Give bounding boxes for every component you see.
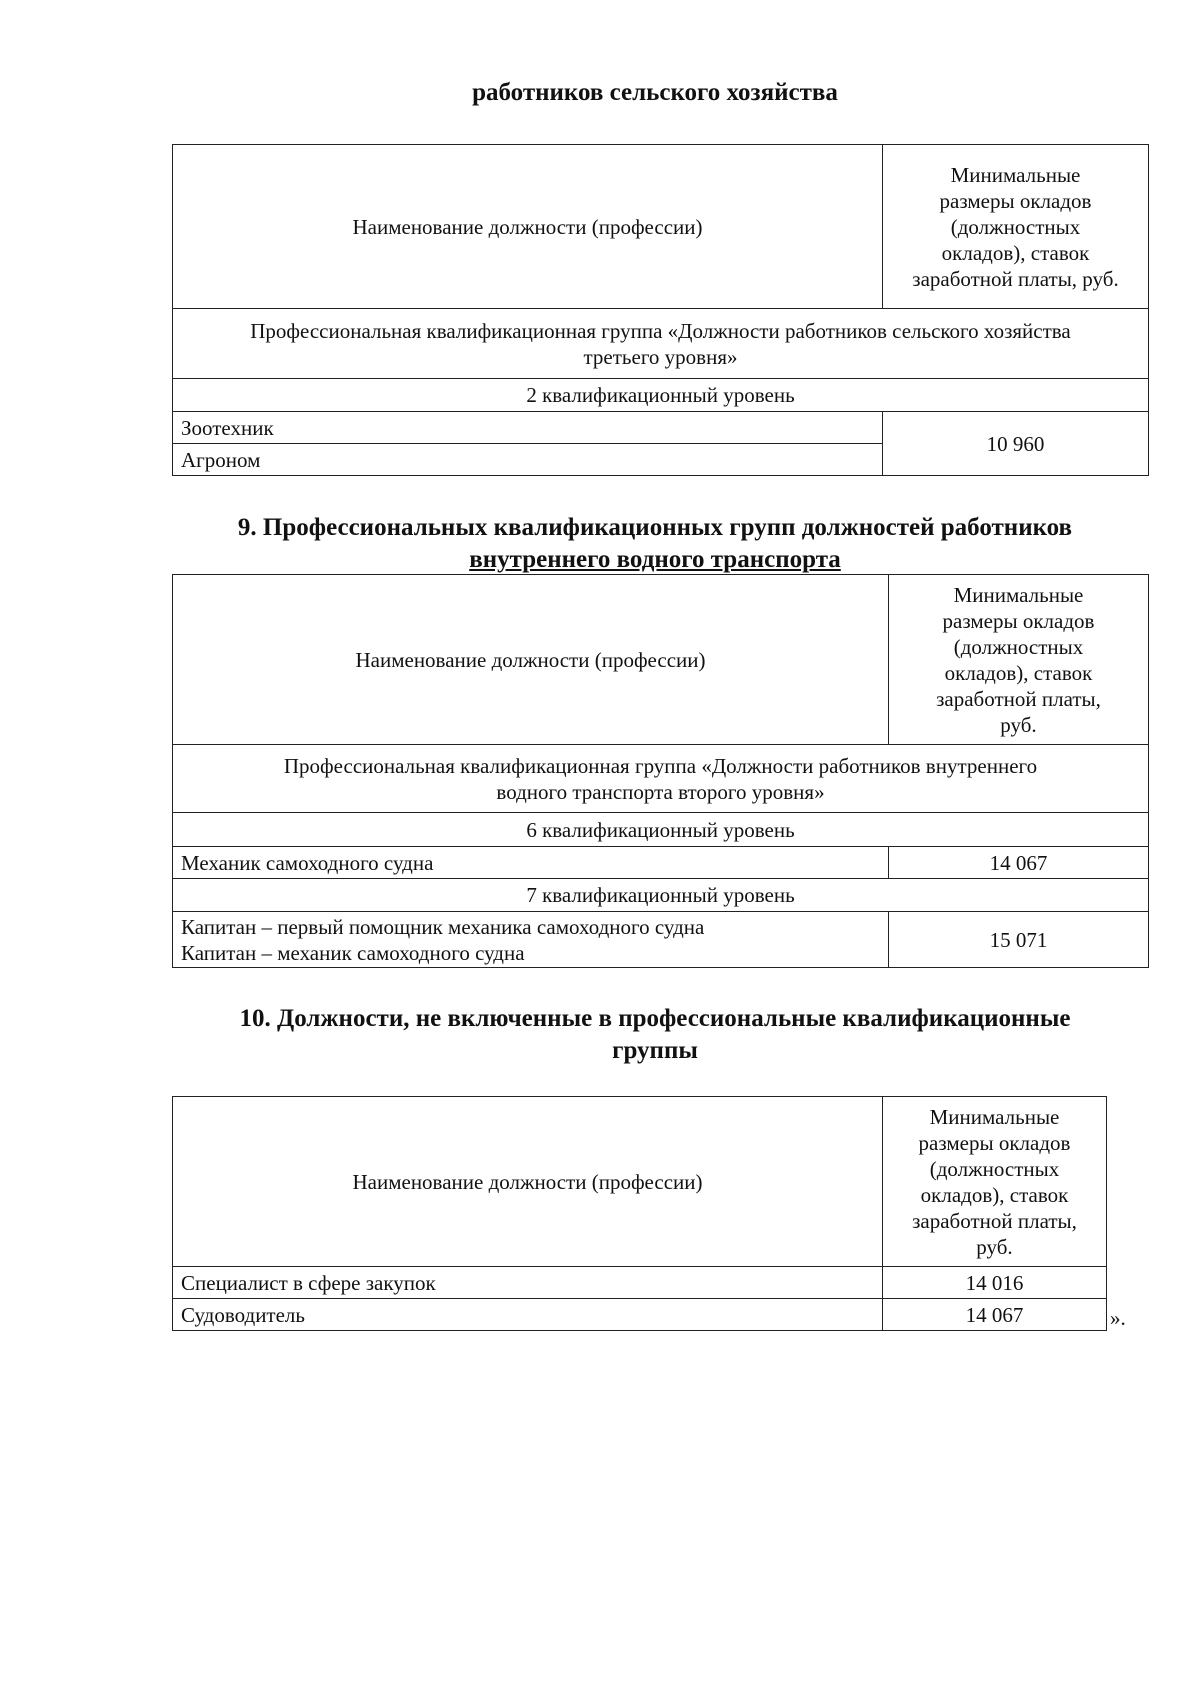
closing-quote: ». xyxy=(1110,1306,1126,1330)
salary-value: 14 016 xyxy=(883,1267,1107,1299)
agriculture-salary-table xyxy=(172,144,1149,476)
water-transport-salary-table xyxy=(172,574,1149,968)
qualification-level: 6 квалификационный уровень xyxy=(173,813,1149,847)
salary-value: 14 067 xyxy=(883,1299,1107,1331)
qualification-level: 7 квалификационный уровень xyxy=(173,879,1149,912)
header-min-salary: Минимальные размеры окладов (должностных окладов), ставок заработной платы, руб. xyxy=(883,1097,1107,1267)
section-8-heading-text: работников сельского хозяйства xyxy=(472,79,838,106)
position-name: Специалист в сфере закупок xyxy=(173,1267,883,1299)
header-position-name: Наименование должности (профессии) xyxy=(173,145,883,309)
position-name: Агроном xyxy=(173,444,883,476)
section-10-heading: 10. Должности, не включенные в профессиональные квалификационные группы xyxy=(239,1005,1071,1064)
qualification-group-title: Профессиональная квалификационная группа «Должности работников сельского хозяйства третьего уровня» xyxy=(173,309,1149,379)
other-positions-salary-table xyxy=(172,1096,1107,1331)
position-name: Судоводитель xyxy=(173,1299,883,1331)
header-position-name: Наименование должности (профессии) xyxy=(173,575,889,745)
salary-value: 10 960 xyxy=(883,412,1149,476)
header-min-salary: Минимальные размеры окладов (должностных окладов), ставок заработной платы, руб. xyxy=(889,575,1149,745)
salary-value: 14 067 xyxy=(889,847,1149,879)
position-name: Механик самоходного судна xyxy=(173,847,889,879)
qualification-level: 2 квалификационный уровень xyxy=(173,379,1149,412)
section-8-heading xyxy=(160,77,1150,109)
position-name: Капитан – первый помощник механика самоходного судна Капитан – механик самоходного судна xyxy=(173,912,889,968)
header-position-name: Наименование должности (профессии) xyxy=(173,1097,883,1267)
section-9-heading: 9. Профессиональных квалификационных групп должностей работников внутреннего водного транспорта xyxy=(237,514,1073,573)
qualification-group-title: Профессиональная квалификационная группа «Должности работников внутреннего водного транспорта второго уровня» xyxy=(173,745,1149,813)
header-min-salary: Минимальные размеры окладов (должностных окладов), ставок заработной платы, руб. xyxy=(883,145,1149,309)
salary-value: 15 071 xyxy=(889,912,1149,968)
position-name: Зоотехник xyxy=(173,412,883,444)
